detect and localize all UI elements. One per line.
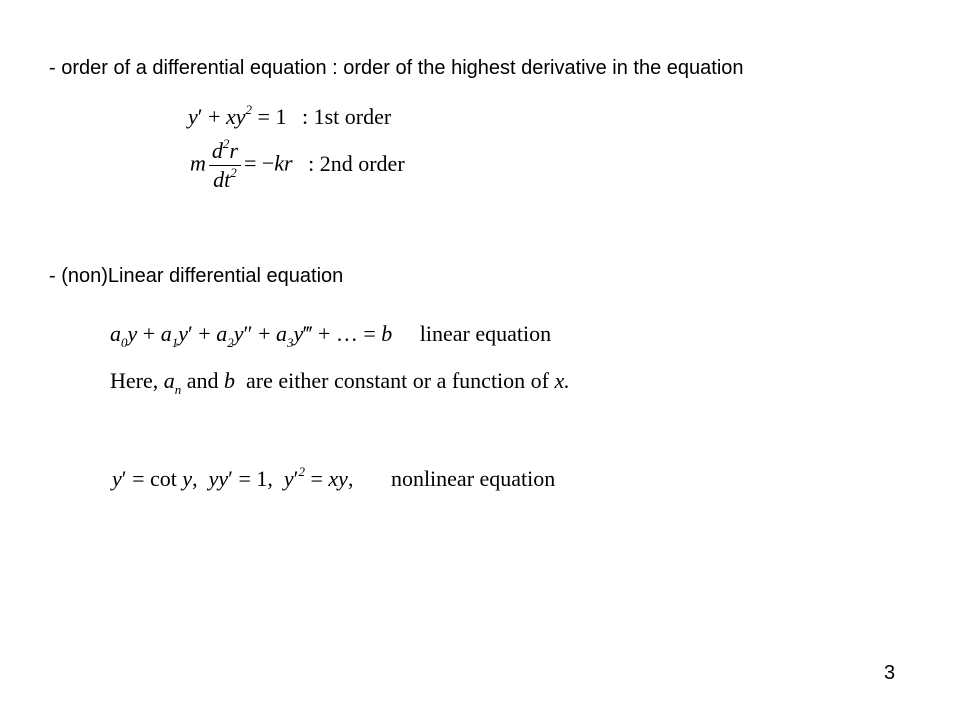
fraction-d2r-dt2: $\frac{d^2r}{dt^2}$: [209, 140, 241, 191]
note-prefix: Here,: [110, 368, 159, 393]
note-suffix: are either constant or a function of: [246, 368, 549, 393]
note-and: and: [186, 368, 219, 393]
linear-coefficients-note: Here, $a_n$ and b are either constant or a function of x.: [110, 368, 570, 397]
note-variable: x.: [554, 368, 570, 393]
equation-linear-label: linear equation: [419, 321, 552, 346]
equation-first-order-label: : 1st order: [301, 104, 392, 129]
page-number: 3: [884, 662, 896, 684]
equation-nonlinear: y′ = cot y, yy′ = 1, $y'^2$ = xy, nonlinear equation: [112, 464, 556, 491]
bullet-order-definition: - order of a differential equation : order of the highest derivative in the equation: [49, 57, 744, 79]
equation-second-order: m $\frac{d^2r}{dt^2}$ = −kr : 2nd order: [190, 136, 405, 192]
equation-first-order: $y' + xy^2 = 1$ : 1st order: [188, 102, 392, 129]
equation-second-order-label: : 2nd order: [308, 150, 405, 176]
equation-linear: $a_0y + a_1y' + a_2y''$ + $a_3y‴$ + … = b linear equation: [110, 321, 552, 350]
equation-nonlinear-label: nonlinear equation: [390, 466, 556, 491]
bullet-linear-definition: - (non)Linear differential equation: [49, 265, 344, 287]
